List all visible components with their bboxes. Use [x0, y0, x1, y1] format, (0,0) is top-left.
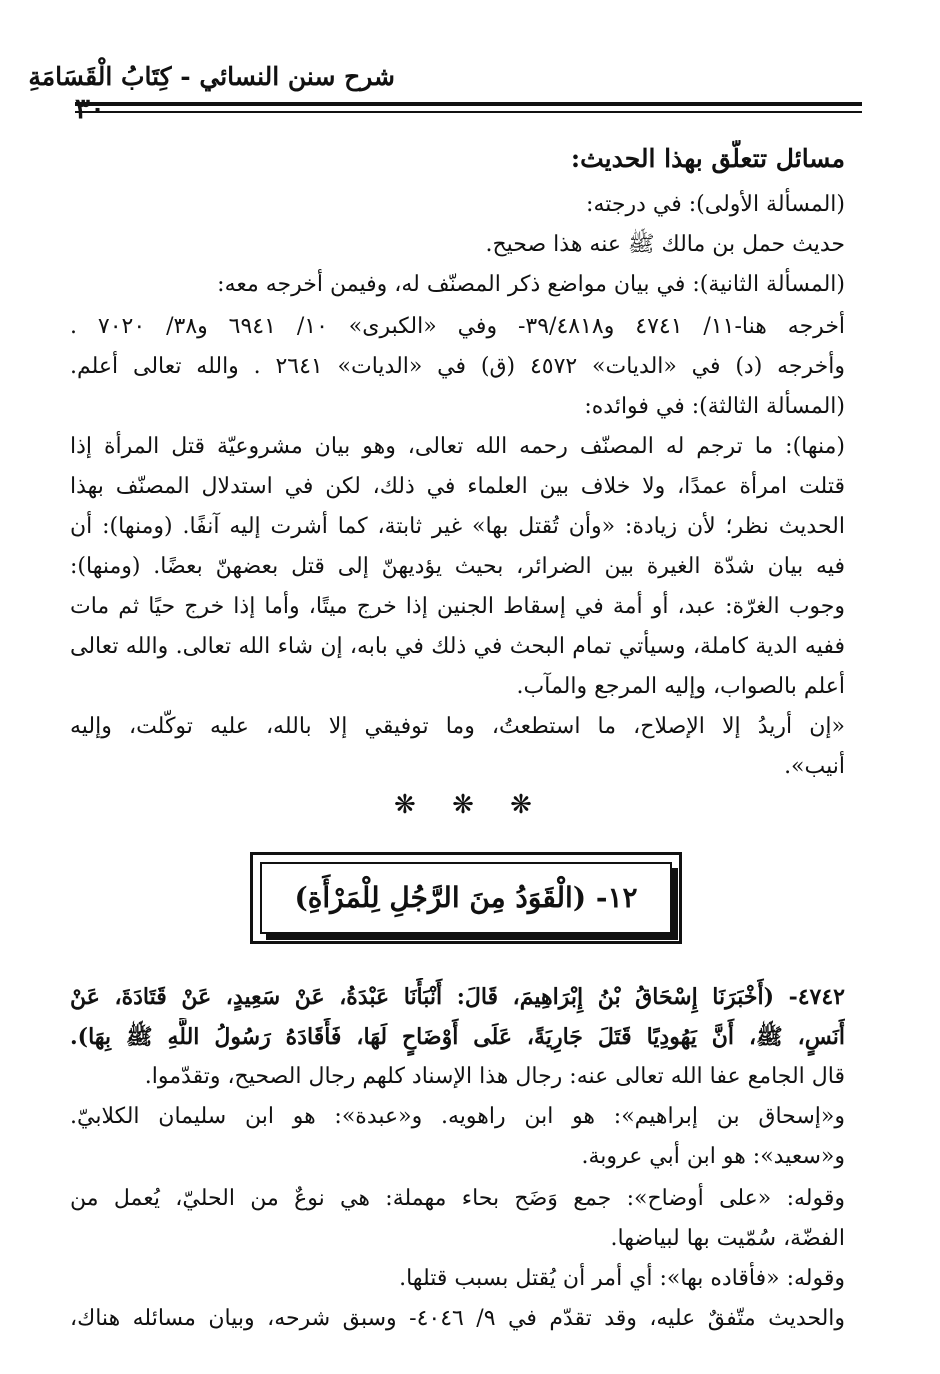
paragraph-line: أعلم بالصواب، وإليه المرجع والمآب. — [516, 674, 845, 699]
paragraph-line: الحديث نظر؛ لأن زيادة: «وأن تُقتل بها» غير ثابتة، كما أشرت إليه آنفًا. (ومنها): أن — [70, 514, 845, 539]
paragraph-line: و«سعيد»: هو ابن أبي عروبة. — [581, 1144, 845, 1169]
section-heading: مسائل تتعلّق بهذا الحديث: — [570, 144, 845, 173]
header-rule-thin — [75, 111, 862, 113]
running-header-title: شرح سنن النسائي - كِتَابُ الْقَسَامَةِ — [28, 62, 395, 91]
hadith-line: أَنَسٍ، ﷺ، أَنَّ يَهُودِيًا قَتَلَ جَارِيَةً، عَلَى أَوْضَاحٍ لَهَا، فَأَقَادَهُ رَسُولُ اللَّهِ ﷺ بِهَا). — [70, 1024, 845, 1050]
paragraph-line: (المسألة الأولى): في درجته: — [586, 192, 845, 217]
paragraph-line: (المسألة الثالثة): في فوائده: — [584, 394, 845, 419]
hadith-line: ٤٧٤٢- (أَخْبَرَنَا إِسْحَاقُ بْنُ إِبْرَاهِيمَ، قَالَ: أَنْبَأَنَا عَبْدَةُ، عَنْ سَعِيدٍ، عَنْ قَتَادَةَ، عَنْ — [70, 984, 845, 1010]
paragraph-line: قتلت امرأة عمدًا، ولا خلاف بين العلماء في ذلك، لكن في استدلال المصنّف بهذا — [70, 474, 845, 499]
paragraph-line: أنيب». — [784, 754, 845, 779]
paragraph-line: وقوله: «على أوضاح»: جمع وَضَح بحاء مهملة: هي نوعٌ من الحليّ، يُعمل من — [70, 1186, 845, 1211]
chapter-heading: ١٢- (الْقَوَدُ مِنَ الرَّجُلِ لِلْمَرْأَةِ) — [294, 881, 638, 914]
paragraph-line: وجوب الغرّة: عبد، أو أمة في إسقاط الجنين إذا خرج ميتًا، وأما إذا خرج حيًا ثم مات — [70, 594, 845, 619]
section-separator: ❋ ❋ ❋ — [394, 790, 546, 820]
paragraph-line: والحديث متّفقٌ عليه، وقد تقدّم في ٩/ ٤٠٤٦- وسبق شرحه، وبيان مسائله هناك، — [70, 1306, 845, 1331]
paragraph-line: حديث حمل بن مالك ﷺ عنه هذا صحيح. — [485, 232, 845, 257]
paragraph-line: (منها): ما ترجم له المصنّف رحمه الله تعالى، وهو بيان مشروعيّة قتل المرأة إذا — [70, 434, 845, 459]
paragraph-line: ففيه الدية كاملة، وسيأتي تمام البحث في ذلك في بابه، إن شاء الله تعالى. والله تعالى — [70, 634, 845, 659]
paragraph-line: أخرجه هنا-١١/ ٤٧٤١ و٣٩/٤٨١٨- وفي «الكبرى» ١٠/ ٦٩٤١ و٣٨/ ٧٠٢٠ . — [70, 314, 845, 339]
paragraph-line: وقوله: «فأقاده بها»: أي أمر أن يُقتل بسبب قتلها. — [399, 1266, 845, 1291]
page-number: ٣٠ — [75, 92, 106, 125]
paragraph-line: فيه بيان شدّة الغيرة بين الضرائر، بحيث يؤديهنّ إلى قتل بعضهنّ بعضًا. (ومنها): — [70, 554, 845, 579]
paragraph-line: قال الجامع عفا الله تعالى عنه: رجال هذا الإسناد كلهم رجال الصحيح، وتقدّموا. — [144, 1064, 845, 1089]
paragraph-line: الفضّة، سُمّيت بها لبياضها. — [610, 1226, 845, 1251]
paragraph-line: و«إسحاق بن إبراهيم»: هو ابن راهويه. و«عبدة»: هو ابن سليمان الكلابيّ. — [70, 1104, 845, 1129]
paragraph-line: (المسألة الثانية): في بيان مواضع ذكر المصنّف له، وفيمن أخرجه معه: — [217, 272, 845, 297]
paragraph-line: وأخرجه (د) في «الديات» ٤٥٧٢ (ق) في «الديات» ٢٦٤١ . والله تعالى أعلم. — [70, 354, 845, 379]
paragraph-line: «إن أريدُ إلا الإصلاح، ما استطعتُ، وما توفيقي إلا بالله، عليه توكّلت، وإليه — [70, 714, 845, 739]
header-rule-thick — [75, 102, 862, 106]
